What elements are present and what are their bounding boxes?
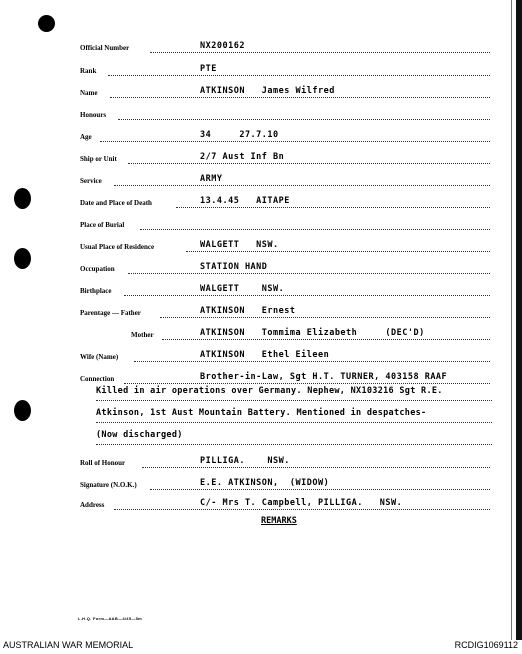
footer-record-id: RCDIG1069112 [454,640,518,650]
form-code: L.H.Q. Form—AAB—4/45—5m [78,616,143,621]
signature-value: E.E. ATKINSON, (WIDOW) [200,478,330,488]
official-number-value: NX200162 [200,41,245,51]
footer-source: AUSTRALIAN WAR MEMORIAL [3,640,134,650]
roll-of-honour-row [0,452,522,470]
service-row [0,170,522,188]
wife-row [0,346,522,364]
birthplace-value: WALGETT NSW. [200,284,285,294]
occupation-value: STATION HAND [200,262,268,272]
address-value: C/- Mrs T. Campbell, PILLIGA. NSW. [200,498,403,508]
punch-hole [14,400,31,421]
burial-row [0,214,522,232]
residence-row [0,236,522,254]
mother-value: ATKINSON Tommima Elizabeth (DEC'D) [200,328,425,338]
name-label: Name [80,89,98,97]
rank-row [0,60,522,78]
ship-or-unit-value: 2/7 Aust Inf Bn [200,152,285,162]
punch-hole [38,15,55,32]
age-row [0,126,522,144]
official-number-label: Official Number [80,44,130,52]
residence-value: WALGETT NSW. [200,240,279,250]
father-row [0,302,522,320]
signature-label: Signature (N.O.K.) [80,481,137,489]
father-value: ATKINSON Ernest [200,306,296,316]
address-row [0,494,522,512]
ship-or-unit-row [0,148,522,166]
rank-label: Rank [80,67,97,75]
wife-value: ATKINSON Ethel Eileen [200,350,330,360]
residence-label: Usual Place of Residence [80,243,155,251]
address-label: Address [80,501,105,509]
service-label: Service [80,177,102,185]
name-row [0,82,522,100]
connection-value: Brother-in-Law, Sgt H.T. TURNER, 403158 RAAF [200,372,448,382]
roll-of-honour-label: Roll of Honour [80,459,126,467]
honours-row [0,104,522,122]
connection-label: Connection [80,375,115,383]
rank-value: PTE [200,64,217,74]
connection-continuation-line: Killed in air operations over Germany. Nephew, NX103216 Sgt R.E. [96,386,443,396]
death-row [0,192,522,210]
death-value: 13.4.45 AITAPE [200,196,290,206]
death-label: Date and Place of Death [80,199,152,207]
occupation-label: Occupation [80,265,115,273]
age-value: 34 27.7.10 [200,130,279,140]
mother-row [0,324,522,342]
mother-label: Mother [131,331,154,339]
birthplace-row [0,280,522,298]
official-number-row [0,37,522,55]
connection-continuation-line: Atkinson, 1st Aust Mountain Battery. Mentioned in despatches- [96,408,427,418]
age-label: Age [80,133,92,141]
birthplace-label: Birthplace [80,287,112,295]
roll-of-honour-value: PILLIGA. NSW. [200,456,290,466]
connection-row [0,368,522,386]
connection-continuation-line: (Now discharged) [96,430,183,440]
occupation-row [0,258,522,276]
service-value: ARMY [200,174,223,184]
name-value: ATKINSON James Wilfred [200,86,335,96]
wife-label: Wife (Name) [80,353,119,361]
ship-or-unit-label: Ship or Unit [80,155,117,163]
remarks-heading: REMARKS [261,516,297,526]
father-label: Parentage — Father [80,309,141,317]
honours-label: Honours [80,111,107,119]
signature-row [0,474,522,492]
burial-label: Place of Burial [80,221,125,229]
